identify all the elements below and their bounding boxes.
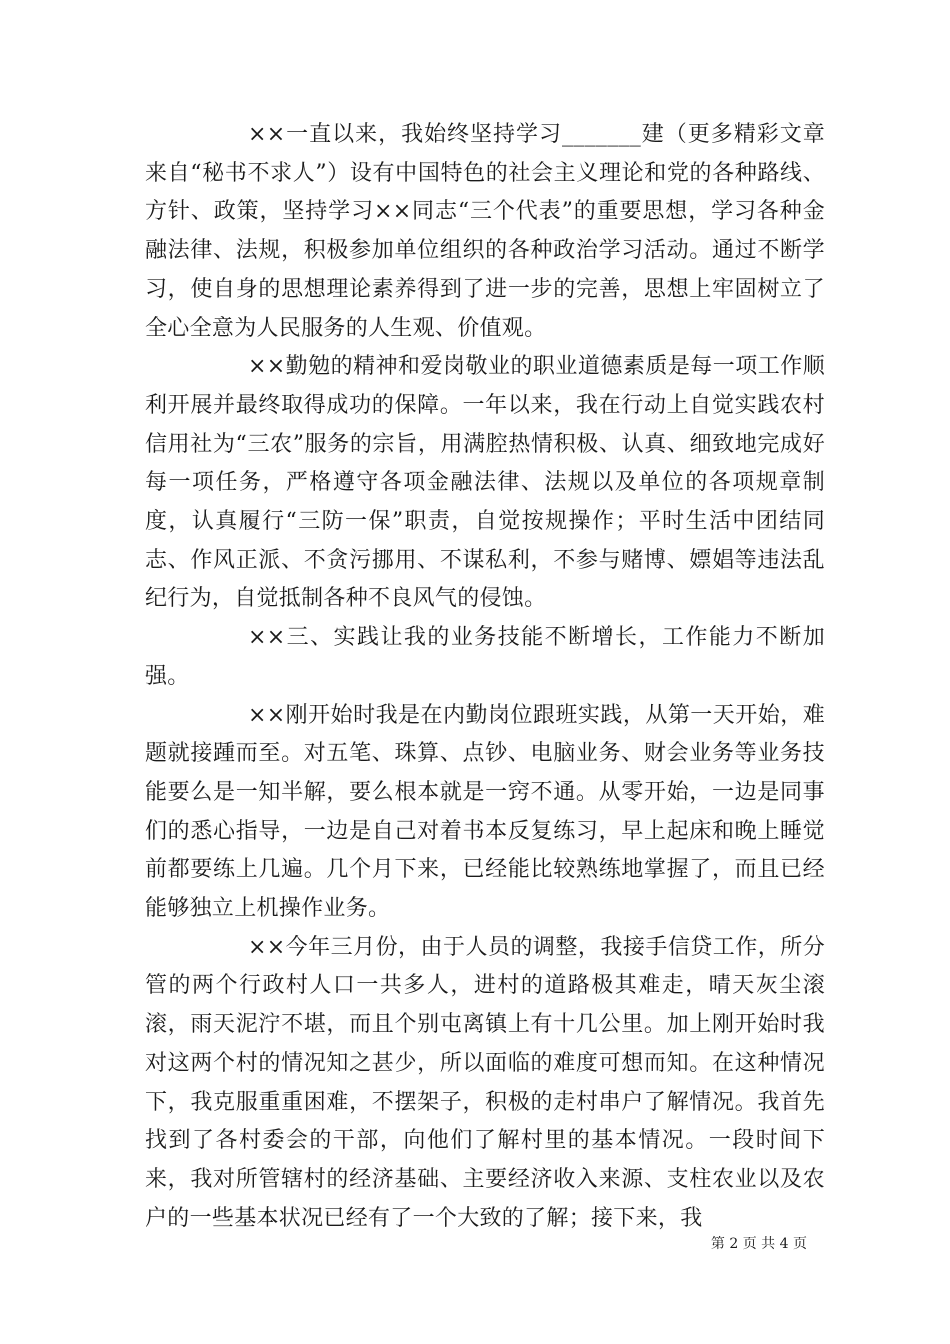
paragraph-2: ××勤勉的精神和爱岗敬业的职业道德素质是每一项工作顺利开展并最终取得成功的保障。一年以来，我在行动上自觉实践农村信用社为“三农”服务的宗旨，用满腔热情积极、认真、细致地完成好每一项任务，严格遵守各项金融法律、法规以及单位的各项规章制度，认真履行“三防一保”职责，自觉按规操作；平时生活中团结同志、作风正派、不贪污挪用、不谋私利，不参与赌博、嫖娼等违法乱纪行为，自觉抵制各种不良风气的侵蚀。 bbox=[145, 354, 825, 612]
paragraph-5: ××今年三月份，由于人员的调整，我接手信贷工作，所分管的两个行政村人口一共多人，进村的道路极其难走，晴天灰尘滚滚，雨天泥泞不堪，而且个别屯离镇上有十几公里。加上刚开始时我对这两个村的情况知之甚少，所以面临的难度可想而知。在这种情况下，我克服重重困难，不摆架子，积极的走村串户了解情况。我首先找到了各村委会的干部，向他们了解村里的基本情况。一段时间下来，我对所管辖村的经济基础、主要经济收入来源、支柱农业以及农户的一些基本状况已经有了一个大致的了解；接下来，我 bbox=[145, 934, 825, 1231]
paragraph-4: ××刚开始时我是在内勤岗位跟班实践，从第一天开始，难题就接踵而至。对五笔、珠算、点钞、电脑业务、财会业务等业务技能要么是一知半解，要么根本就是一窍不通。从零开始，一边是同事们的悉心指导，一边是自己对着书本反复练习，早上起床和晚上睡觉前都要练上几遍。几个月下来，已经能比较熟练地掌握了，而且已经能够独立上机操作业务。 bbox=[145, 702, 825, 922]
paragraph-1: ××一直以来，我始终坚持学习_______建（更多精彩文章来自“秘书不求人”）设有中国特色的社会主义理论和党的各种路线、方针、政策，坚持学习××同志“三个代表”的重要思想，学习各种金融法律、法规，积极参加单位组织的各种政治学习活动。通过不断学习，使自身的思想理论素养得到了进一步的完善，思想上牢固树立了全心全意为人民服务的人生观、价值观。 bbox=[145, 122, 825, 341]
paragraph-3: ××三、实践让我的业务技能不断增长，工作能力不断加强。 bbox=[145, 625, 825, 689]
page-number-footer: 第 2 页 共 4 页 bbox=[710, 1236, 807, 1252]
document-body bbox=[145, 116, 825, 1238]
